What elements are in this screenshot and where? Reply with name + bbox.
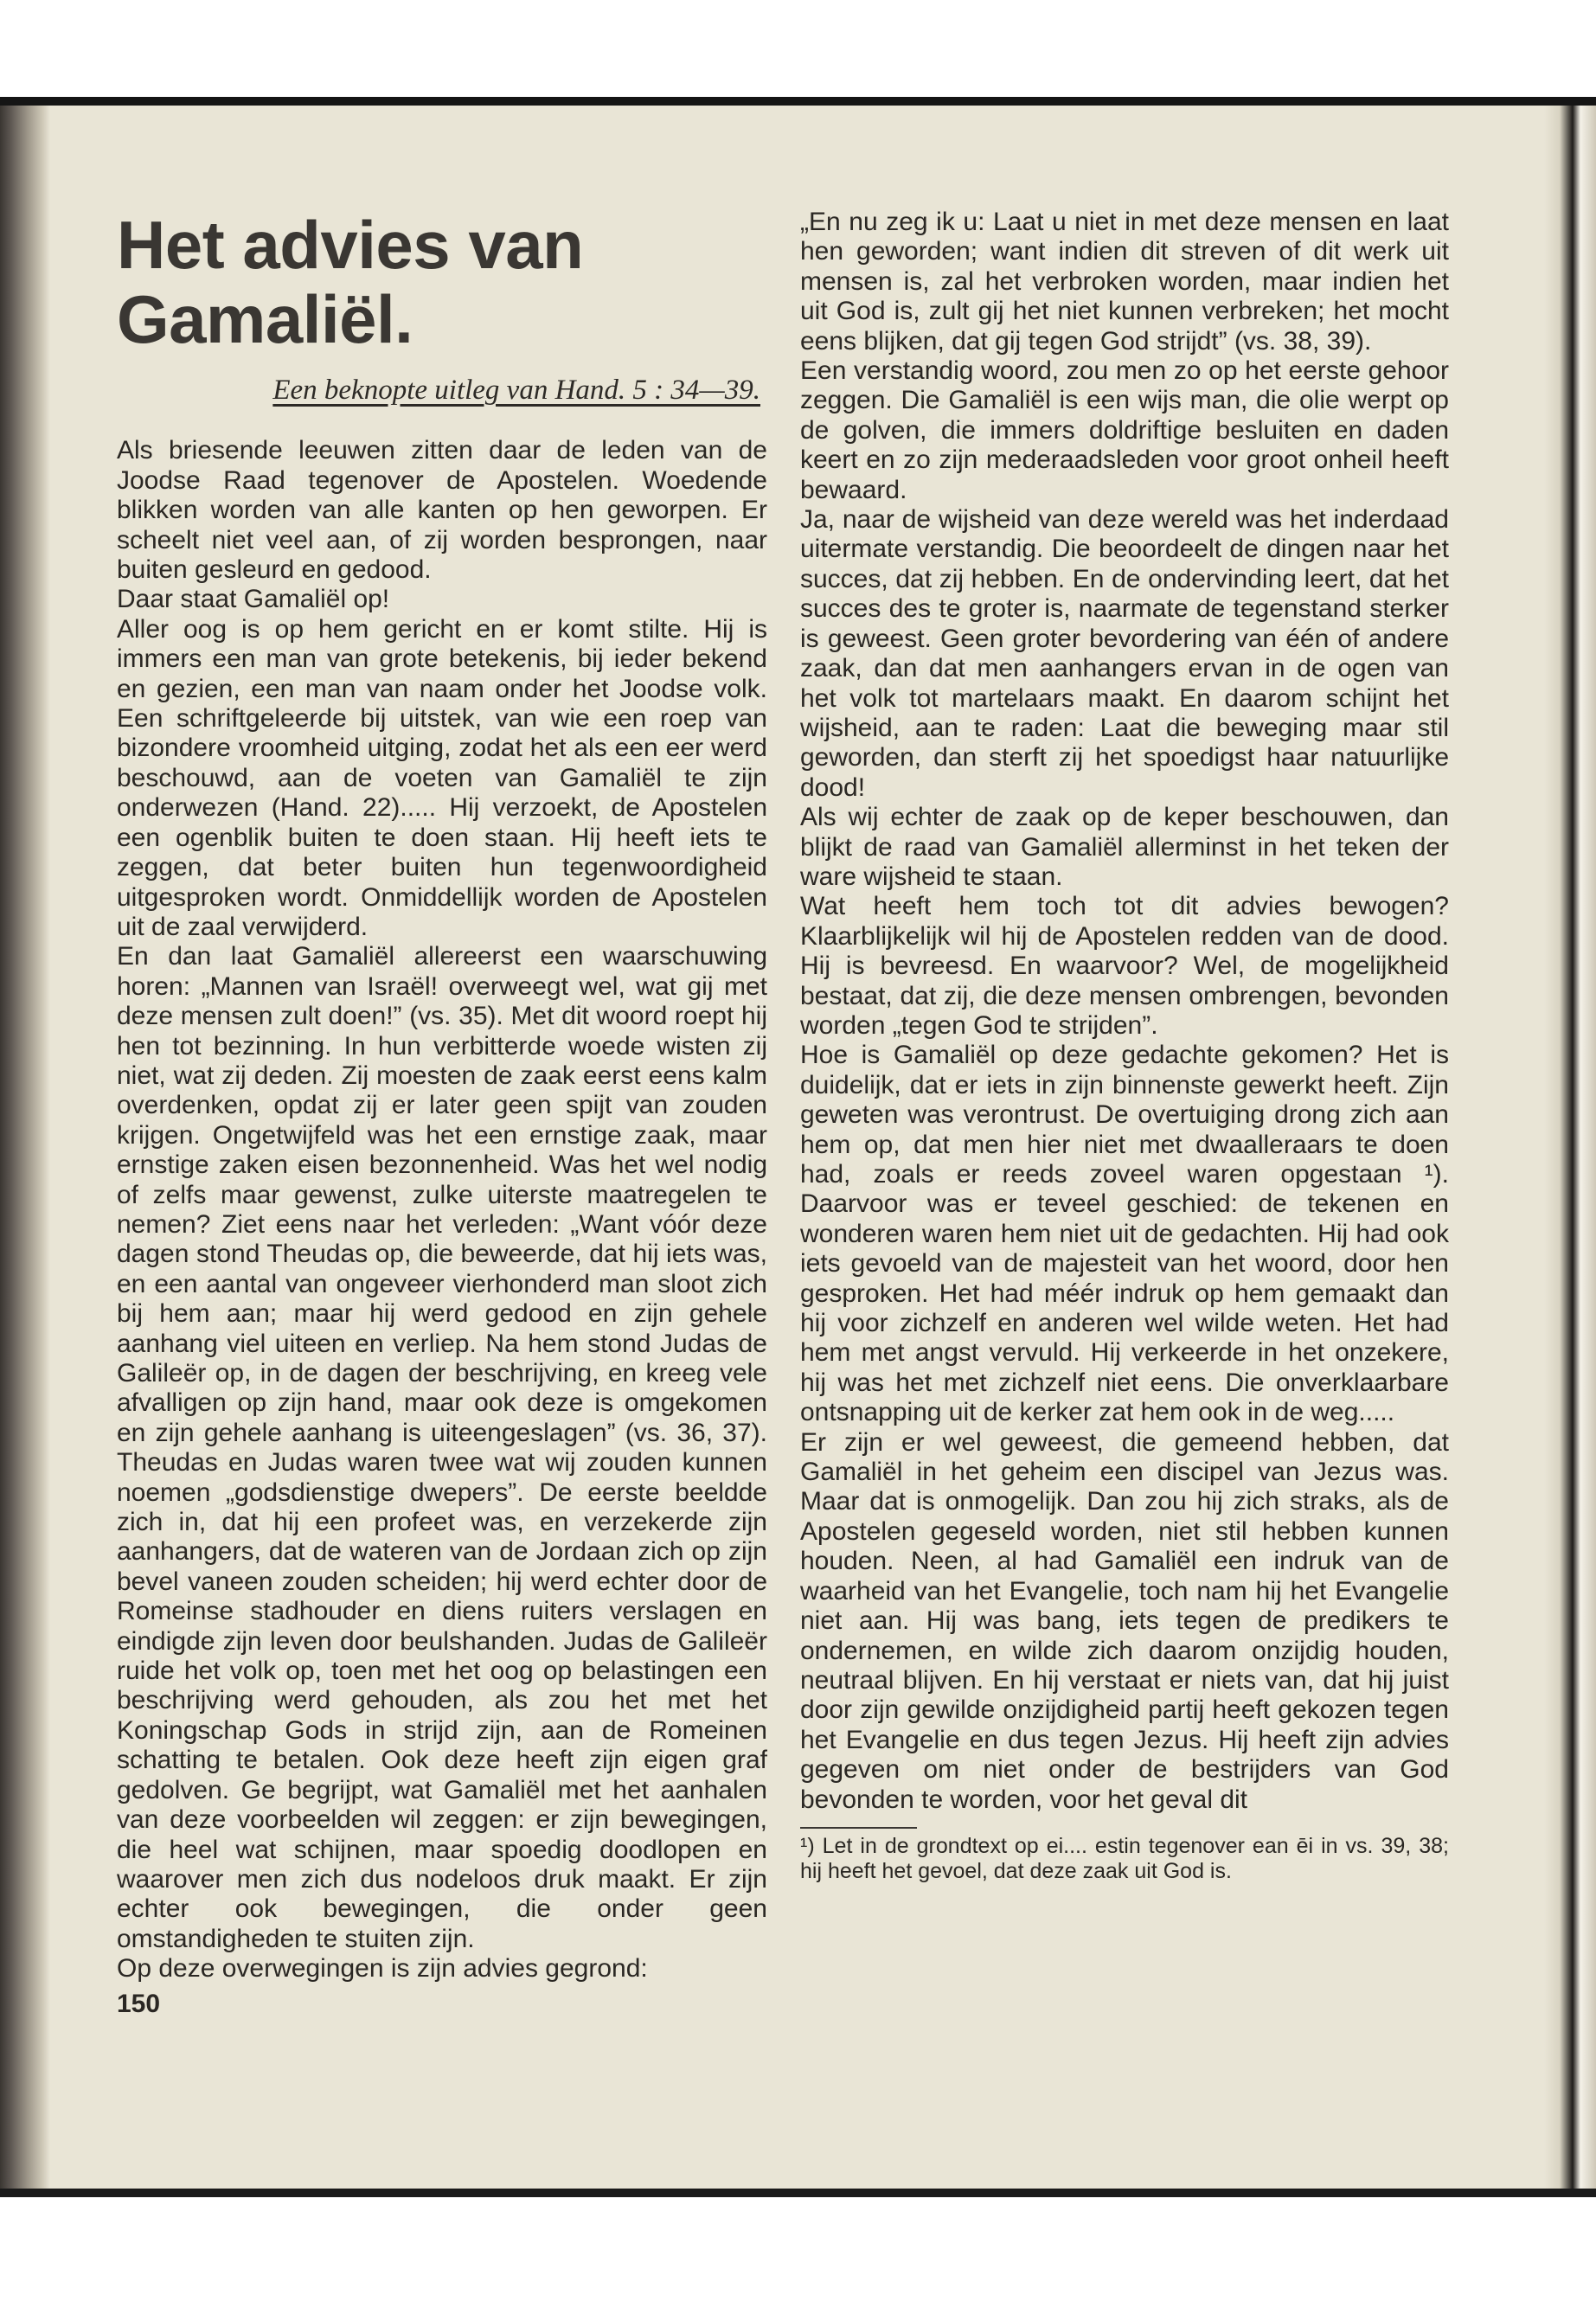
scan-margin-bottom xyxy=(0,2197,1596,2301)
right-column-text xyxy=(800,208,1449,1815)
page-bottom-border xyxy=(0,2189,1596,2197)
paragraph: Op deze overwegingen is zijn advies gegrond: xyxy=(117,1954,648,1984)
footnote: ¹) Let in de grondtext op ei.... estin tegenover ean ēi in vs. 39, 38; hij heeft het gevoel, dat deze zaak uit God is. xyxy=(800,1833,1449,1883)
paragraph: Daar staat Gamaliël op! xyxy=(117,585,390,614)
article-title: Het advies van Gamaliël. xyxy=(117,207,584,357)
page-top-border xyxy=(0,97,1596,106)
paragraph: Er zijn er wel geweest, die gemeend hebben, dat Gamaliël in het geheim een discipel van Jezus was. Maar dat is onmogelijk. Dan zou hij zich straks, als de Apostelen gegeseld worden, niet stil hebben kunnen houden. Neen, al had Gamaliël een indruk van de waarheid van het Evangelie, toch nam hij het Evangelie niet aan. Hij was bang, iets tegen de predikers te ondernemen, en wilde zich daarom onzijdig houden, neutraal blijven. En hij verstaat er niets van, dat hij juist door zijn gewilde onzijdigheid partij heeft gekozen tegen het Evangelie en dus tegen Jezus. Hij heeft zijn advies gegeven om niet onder de bestrijders van God bevonden te worden, voor het geval dit xyxy=(800,1427,1449,1814)
page-number: 150 xyxy=(117,1989,161,2018)
paragraph: En dan laat Gamaliël allereerst een waarschuwing horen: „Mannen van Israël! overweegt wel, wat gij met deze mensen zult doen!” (vs. 35). Met dit woord roept hij hen tot bezinning. In hun verbitterde woede wisten zij niet, wat zij deden. Zij moesten de zaak eerst eens kalm overdenken, opdat zij er later geen spijt van zouden krijgen. Ongetwijfeld was het een ernstige zaak, maar ernstige zaken eisen bezonnenheid. Was het wel nodig of zelfs maar gewenst, zulke uiterste maatregelen te nemen? Ziet eens naar het verleden: „Want vóór deze dagen stond Theudas op, die beweerde, dat hij iets was, en een aantal van ongeveer vierhonderd man sloot zich bij hem aan; maar hij werd gedood en zijn gehele aanhang viel uiteen en verliep. Na hem stond Judas de Galileër op, in de dagen der beschrijving, en kreeg vele afvalligen op zijn hand, maar ook deze is omgekomen en zijn gehele aanhang is uiteengeslagen” (vs. 36, 37). Theudas en Judas waren twee wat wij zouden kunnen noemen „godsdienstige dwepers”. De eerste beeldde zich in, dat hij een profeet was, en verzekerde zijn aanhangers, dat de wateren van de Jordaan zich op zijn bevel vaneen zouden scheiden; hij werd echter door de Romeinse stadhouder en diens ruiters verslagen en eindigde zijn leven door beulshanden. Judas de Galileër ruide het volk op, toen met het oog op belastingen een beschrijving werd gehouden, als zou het met het Koningschap Gods in strijd zijn, aan de Romeinen schatting te betalen. Ook deze heeft zijn eigen graf gedolven. Ge begrijpt, wat Gamaliël met het aanhalen van deze voorbeelden wil zeggen: er zijn bewegingen, die heel wat schijnen, maar spoedig doodlopen en waarover men zich dus nodeloos druk maakt. Er zijn echter ook bewegingen, die onder geen omstandigheden te stuiten zijn. xyxy=(117,942,767,1953)
book-binding-edge xyxy=(0,106,50,2197)
paragraph: Wat heeft hem toch tot dit advies bewogen? Klaarblijkelijk wil hij de Apostelen redden van de dood. Hij is bevreesd. En waarvoor? Wel, de mogelijkheid bestaat, dat zij, die deze mensen ombrengen, bevonden worden „tegen God te strijden”. xyxy=(800,892,1449,1040)
right-column xyxy=(800,208,1449,1884)
left-column-text xyxy=(117,436,767,1984)
paragraph: Een verstandig woord, zou men zo op het eerste gehoor zeggen. Die Gamaliël is een wijs man, die olie werpt op de golven, die immers doldriftige besluiten en daden keert en zo zijn mederaadsleden voor groot onheil heeft bewaard. xyxy=(800,356,1449,504)
paragraph: Ja, naar de wijsheid van deze wereld was het inderdaad uitermate verstandig. Die beoordeelt de dingen naar het succes, dat zij hebben. En de ondervinding leert, dat het succes des te groter is, naarmate de tegenstand sterker is geweest. Geen groter bevordering van één of andere zaak, dan dat men aanhangers ervan in de ogen van het volk tot martelaars maakt. En daarom schijnt het wijsheid, aan te raden: Laat die beweging maar stil geworden, dan sterft zij het spoedigst haar natuurlijke dood! xyxy=(800,505,1449,802)
paragraph: Als briesende leeuwen zitten daar de leden van de Joodse Raad tegenover de Apostelen. Woedende blikken worden van alle kanten op hen geworpen. Er scheelt niet veel aan, of zij worden besprongen, naar buiten gesleurd en gedood. xyxy=(117,436,767,585)
article-subtitle: Een beknopte uitleg van Hand. 5 : 34—39. xyxy=(272,375,760,406)
footnote-rule xyxy=(800,1827,917,1829)
scan-margin-top xyxy=(0,0,1596,97)
paragraph: Als wij echter de zaak op de keper beschouwen, dan blijkt de raad van Gamaliël allerminst in het teken der ware wijsheid te staan. xyxy=(800,803,1449,891)
left-column xyxy=(117,208,767,2019)
paragraph: „En nu zeg ik u: Laat u niet in met deze mensen en laat hen geworden; want indien dit streven of dit werk uit mensen is, zal het verbroken worden, maar indien het uit God is, zult gij het niet kunnen verbreken; het mocht eens blijken, dat gij tegen God strijdt” (vs. 38, 39). xyxy=(800,208,1449,356)
page-right-edge xyxy=(1544,106,1596,2197)
paragraph: Hoe is Gamaliël op deze gedachte gekomen? Het is duidelijk, dat er iets in zijn binnenste gewerkt heeft. Zijn geweten was verontrust. De overtuiging drong zich aan hem op, dat men hier niet met dwaalleraars te doen had, zoals er reeds zoveel waren opgestaan ¹). Daarvoor was er teveel geschied: de tekenen en wonderen waren hem niet uit de gedachten. Hij had ook iets gevoeld van de majesteit van het woord, door hen gesproken. Het had méér indruk op hem gemaakt dan hij voor zichzelf en anderen wel wilde weten. Het had hem met angst vervuld. Hij verkeerde in het onzekere, hij was het met zichzelf niet eens. Die onverklaarbare ontsnapping uit de kerker zat hem ook in de weg..... xyxy=(800,1041,1449,1427)
paragraph: Aller oog is op hem gericht en er komt stilte. Hij is immers een man van grote betekenis, bij ieder bekend en gezien, een man van naam onder het Joodse volk. Een schriftgeleerde bij uitstek, van wie een roep van bizondere vroomheid uitging, zodat het als een eer werd beschouwd, aan de voeten van Gamaliël te zijn onderwezen (Hand. 22)..... Hij verzoekt, de Apostelen een ogenblik buiten te doen staan. Hij heeft iets te zeggen, dat beter buiten hun tegenwoordigheid uitgesproken wordt. Onmiddellijk worden de Apostelen uit de zaal verwijderd. xyxy=(117,614,767,941)
